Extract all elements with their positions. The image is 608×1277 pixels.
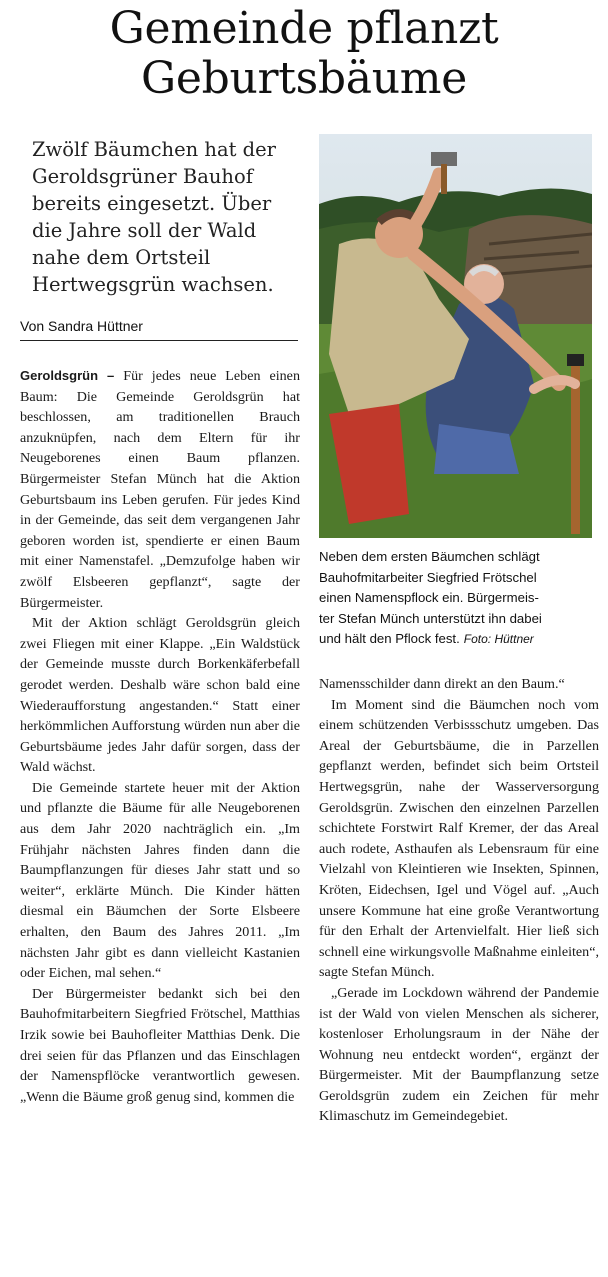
teaser-line: bereits eingesetzt. Über	[32, 192, 272, 215]
byline: Von Sandra Hüttner	[20, 318, 298, 341]
teaser-line: nahe dem Ortsteil	[32, 246, 211, 269]
paragraph: „Gerade im Lockdown während der Pandemie ist der Wald von vielen Menschen als sicherer, kostenloser Erholungsraum in der Nähe der Wohnung neu entdeckt worden“, ergänzt der Bürgermeister. Mit der Baumpflanzung setze Geroldsgrün zudem ein Zeichen für mehr Klimaschutz im Gemeindegebiet.	[319, 984, 599, 1125]
caption-line-text: und hält den Pflock fest.	[319, 631, 460, 646]
paragraph: Namensschilder dann direkt an den Baum.“	[319, 676, 565, 692]
teaser-line: die Jahre soll der Wald	[32, 219, 257, 242]
paragraph: Im Moment sind die Bäumchen noch vom einem schützenden Verbissschutz umgeben. Das Areal der Geburtsbäume, die in Parzellen gepflanzt werden, befindet sich beim Ortsteil Hertwegsgrün, nahe der Wasserversorgung Geroldsgrün. Zwischen den einzelnen Parzellen schichtete Forstwirt Ralf Kremer, der das Areal auch rodete, Asthaufen als Lebensraum für eine Vielzahl von Kleintieren wie Insekten, Spinnen, Kröten, Eidechsen, Igel und Vögel auf. „Auch unsere Kommune hat eine große Verantwortung für den Erhalt der Artenvielfalt. Hier ließ sich schnell eine wirkungsvolle Maßnahme einleiten“, sagte Stefan Münch.	[319, 696, 599, 981]
caption-line-last	[319, 629, 599, 650]
headline-line-2: Geburtsbäume	[141, 53, 467, 104]
caption-line: ter Stefan Münch unterstützt ihn dabei	[319, 610, 542, 626]
article-column-1	[20, 366, 300, 1107]
paragraph-text: Für jedes neue Leben einen Baum: Die Gemeinde Geroldsgrün hat beschlossen, am traditionellen Brauch anzuknüpfen, nach dem Eltern für ihr Neugeborenes einen Baum pflanzen. Bürgermeister Stefan Münch hat die Aktion Geburtsbaum ins Leben gerufen. Für jedes Kind in der Gemeinde, das seit dem vergangenen Jahr geboren worden ist, spendierte er einen Baum mit einer Namenstafel. „Demzufolge haben wir zwölf Elsbeeren gepflanzt“, sagte der Bürgermeister.	[20, 368, 300, 611]
paragraph: Die Gemeinde startete heuer mit der Aktion und pflanzte die Bäume für alle Neugeborenen aus dem Jahr 2020 nachträglich ein. „Im Frühjahr nächsten Jahres finden dann die Baumpflanzungen für dieses Jahr statt und so weiter“, erklärte Münch. Die Kinder hätten diesmal ein Bäumchen der Sorte Elsbeere erhalten, den Baum des Jahres 2011. „Im nächsten Jahr gibt es dann vielleicht Kastanien oder Eichen, mal sehen.“	[20, 779, 300, 982]
headline-line-1: Gemeinde pflanzt	[109, 3, 499, 54]
article-teaser	[32, 136, 302, 298]
caption-line: einen Namenspflock ein. Bürgermeis-	[319, 590, 539, 605]
photo-credit: Foto: Hüttner	[463, 632, 534, 646]
dateline: Geroldsgrün –	[20, 368, 115, 383]
caption-line: Bauhofmitarbeiter Siegfried Frötschel	[319, 569, 537, 585]
paragraph: Mit der Aktion schlägt Geroldsgrün gleich zwei Fliegen mit einer Klappe. „Ein Waldstück der Gemeinde musste durch Borkenkäferbefall gerodet werden. Deshalb wäre schon bald eine Wiederaufforstung angestanden.“ Statt einer herkömmlichen Aufforstung würden nun aber die Geburtsbäume jedes Jahr dafür sorgen, dass der Wald wächst.	[20, 615, 300, 776]
teaser-line: Geroldsgrüner Bauhof	[32, 165, 253, 188]
caption-line: Neben dem ersten Bäumchen schlägt	[319, 549, 540, 564]
article-photo	[319, 134, 592, 538]
article-headline	[0, 4, 608, 104]
article-column-2	[319, 674, 599, 1127]
teaser-line: Hertwegsgrün wachsen.	[32, 273, 274, 296]
paragraph: Der Bürgermeister bedankt sich bei den Bauhofmitarbeitern Siegfried Frötschel, Matthias Irzik sowie bei Bauhofleiter Matthias Denk. Die drei seien für das Pflanzen und das Einschlagen der Namenspflöcke verantwortlich gewesen. „Wenn die Bäume groß genug sind, kommen die	[20, 985, 300, 1105]
teaser-line: Zwölf Bäumchen hat der	[32, 138, 276, 161]
photo-caption	[319, 547, 599, 650]
paragraph	[20, 366, 300, 613]
photo-icon	[319, 134, 592, 538]
